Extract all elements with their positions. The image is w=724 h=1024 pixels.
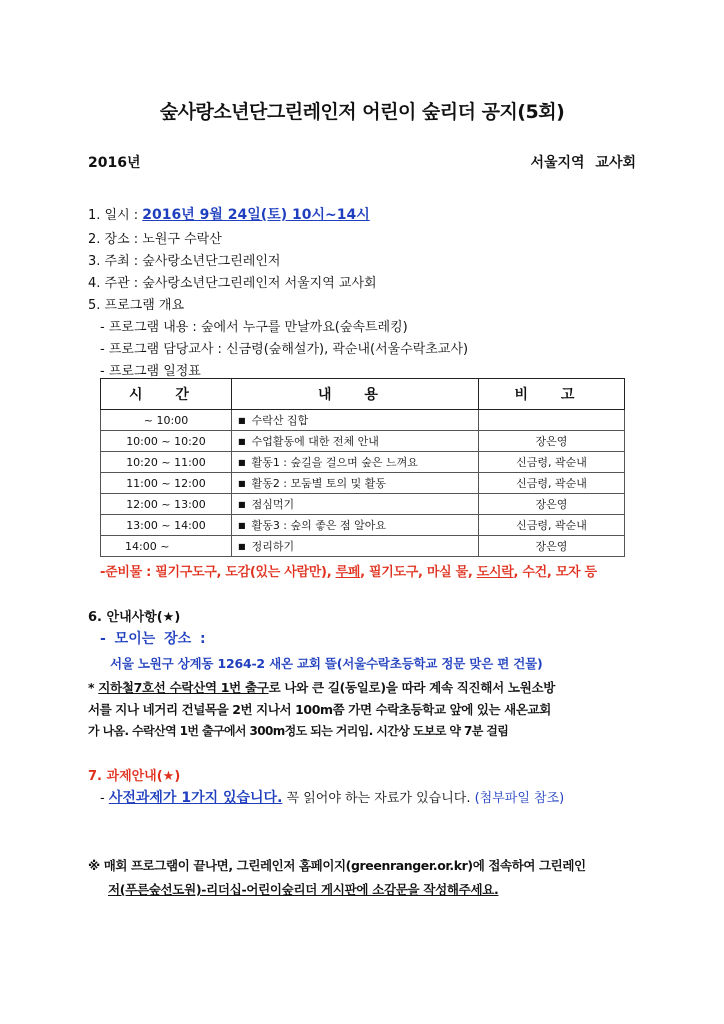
row-note (479, 410, 625, 431)
organization-label: 서울지역 교사회 (530, 155, 636, 171)
item-date-label: 1. 일시 : (88, 208, 143, 223)
program-teachers: - 프로그램 담당교사 : 신금령(숲해설가), 곽순내(서울수락초교사) (100, 342, 469, 357)
year-label: 2016년 (88, 155, 141, 171)
row-time: 10:00 ~ 10:20 (101, 431, 232, 452)
table-row (101, 536, 625, 557)
row-time: 11:00 ~ 12:00 (101, 473, 232, 494)
schedule-table (100, 378, 625, 557)
bullet-square-icon: ■ (238, 500, 246, 509)
row-content: ■ 수업활동에 대한 전체 안내 (232, 431, 479, 452)
header-time: 시 간 (101, 379, 232, 410)
program-content: - 프로그램 내용 : 숲에서 누구를 만날까요(숲속트레킹) (100, 320, 408, 335)
supplies-list: -준비물 : 필기구도구, 도감(있는 사람만), 루페, 필기도구, 마실 물, 도시락, 수건, 모자 등 (100, 565, 597, 580)
row-content: ■ 활동3 : 숲의 좋은 점 알아요 (232, 515, 479, 536)
row-time: 14:00 ~ (101, 536, 232, 557)
bullet-square-icon: ■ (238, 479, 246, 488)
task-description: - 사전과제가 1가지 있습니다. 꼭 읽어야 하는 자료가 있습니다. (첨부파일 참조) (100, 790, 565, 806)
header-note: 비 고 (479, 379, 625, 410)
row-note: 신금령, 곽순내 (479, 515, 625, 536)
row-content: ■ 활동1 : 숲길을 걸으며 숲은 느껴요 (232, 452, 479, 473)
row-note: 신금령, 곽순내 (479, 452, 625, 473)
item-date (88, 204, 370, 224)
row-note: 장은영 (479, 494, 625, 515)
directions-line-2: 서를 지나 네거리 건널목을 2번 지나서 100m쯤 가면 수락초등학교 앞에 있는 새온교회 (88, 702, 551, 717)
item-program-overview: 5. 프로그램 개요 (88, 298, 185, 313)
bullet-square-icon: ■ (238, 542, 246, 551)
row-time: 10:20 ~ 11:00 (101, 452, 232, 473)
footer-note-line-2: 저(푸른숲선도원)-리더십-어린이숲리더 게시판에 소감문을 작성해주세요. (108, 882, 499, 897)
bullet-square-icon: ■ (238, 416, 246, 425)
table-row (101, 494, 625, 515)
row-content: ■ 점심먹기 (232, 494, 479, 515)
row-time: 12:00 ~ 13:00 (101, 494, 232, 515)
header-content: 내 용 (232, 379, 479, 410)
bullet-square-icon: ■ (238, 437, 246, 446)
item-organizer: 4. 주관 : 숲사랑소년단그린레인저 서울지역 교사회 (88, 276, 377, 291)
schedule-header-row (101, 379, 625, 410)
table-row (101, 431, 625, 452)
row-content: ■ 활동2 : 모둠별 토의 및 활동 (232, 473, 479, 494)
bullet-square-icon: ■ (238, 458, 246, 467)
row-content: ■ 정리하기 (232, 536, 479, 557)
item-date-value: 2016년 9월 24일(토) 10시~14시 (142, 207, 370, 223)
table-row (101, 473, 625, 494)
row-note: 장은영 (479, 431, 625, 452)
notice-heading: 6. 안내사항(★) (88, 610, 181, 625)
task-heading: 7. 과제안내(★) (88, 769, 181, 784)
table-row (101, 452, 625, 473)
page-title: 숲사랑소년단그린레인저 어린이 숲리더 공지(5회) (159, 101, 565, 123)
meeting-place-label: - 모이는 장소 : (100, 631, 206, 647)
item-host: 3. 주최 : 숲사랑소년단그린레인저 (88, 254, 281, 269)
meeting-place: 서울 노원구 상계동 1264-2 새온 교회 뜰(서울수락초등학교 정문 맞은 편 건물) (110, 656, 543, 671)
row-note: 신금령, 곽순내 (479, 473, 625, 494)
row-content: ■ 수락산 집합 (232, 410, 479, 431)
directions-line-1: * 지하철7호선 수락산역 1번 출구로 나와 큰 길(동일로)을 따라 계속 직진해서 노원소방 (88, 680, 556, 695)
row-note: 장은영 (479, 536, 625, 557)
table-row (101, 515, 625, 536)
program-schedule-label: - 프로그램 일정표 (100, 364, 201, 379)
row-time: ~ 10:00 (101, 410, 232, 431)
row-time: 13:00 ~ 14:00 (101, 515, 232, 536)
directions-line-3: 가 나옴. 수락산역 1번 출구에서 300m정도 되는 거리임. 시간상 도보로 약 7분 걸림 (88, 724, 509, 738)
bullet-square-icon: ■ (238, 521, 246, 530)
item-place: 2. 장소 : 노원구 수락산 (88, 232, 222, 247)
table-row (101, 410, 625, 431)
footer-note-line-1: ※ 매회 프로그램이 끝나면, 그린레인저 홈페이지(greenranger.or.kr)에 접속하여 그린레인 (88, 858, 586, 873)
